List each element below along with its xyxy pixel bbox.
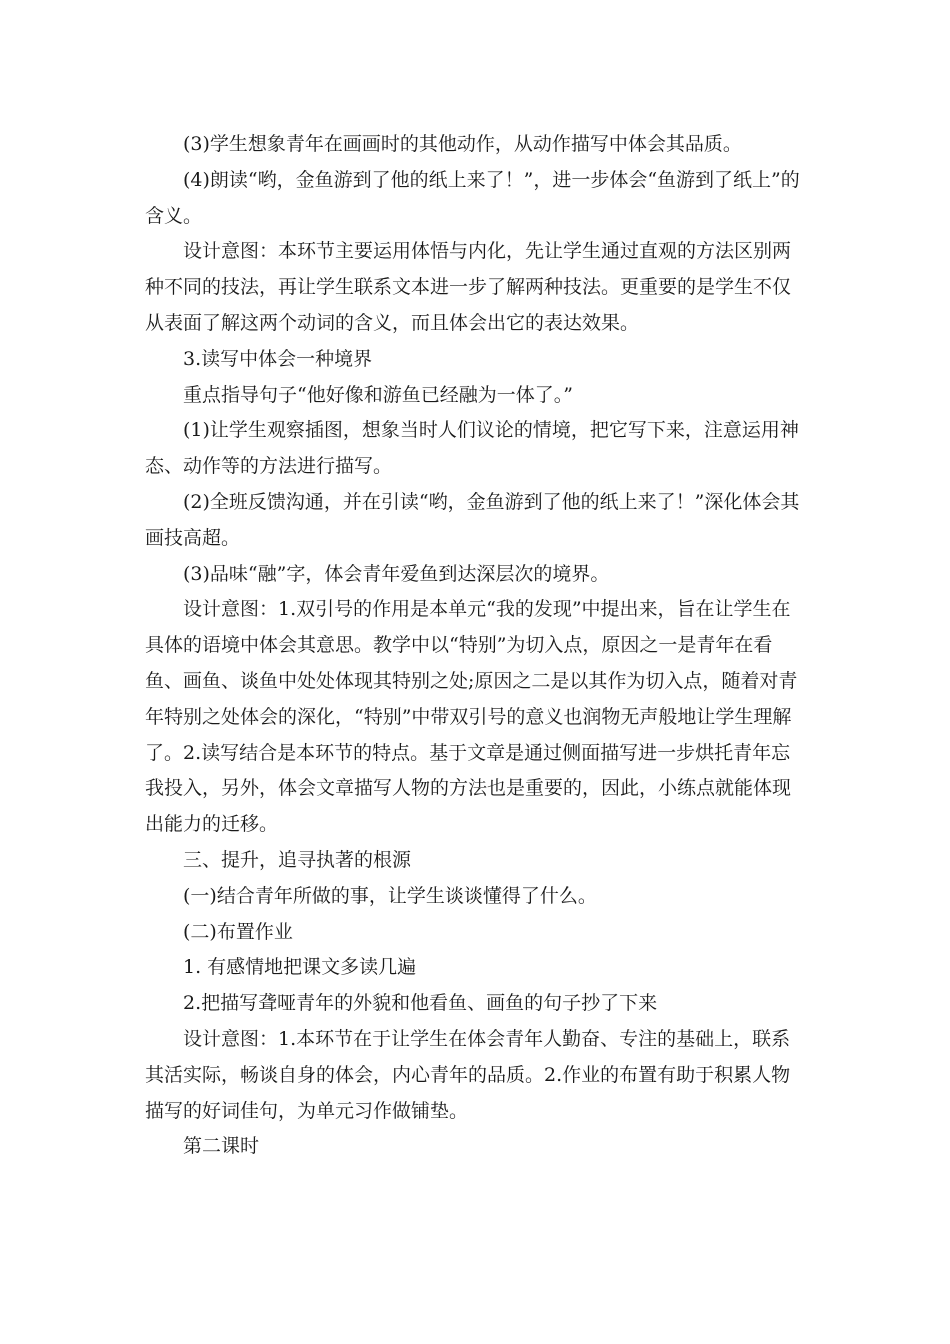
paragraph-homework-1: 1. 有感情地把课文多读几遍 <box>183 956 417 979</box>
paragraph-design-intent-2: 设计意图：1.双引号的作用是本单元“我的发现”中提出来，旨在让学生在具体的语境中体会其意思。教学中以“特别”为切入点，原因之一是青年在看鱼、画鱼、谈鱼中处处体现其特别之处;原因之二是以其作为切入点，随着对青年特别之处体会的深化，“特别”中带双引号的意义也润物无声般地让学生理解了。2.读写结合是本环节的特点。基于文章是通过侧面描写进一步烘托青年忘我投入，另外，体会文章描写人物的方法也是重要的，因此，小练点就能体现出能力的迁移。 <box>145 598 798 836</box>
paragraph-part-3-heading: 三、提升，追寻执著的根源 <box>183 848 412 871</box>
paragraph-discussion: (一)结合青年所做的事，让学生谈谈懂得了什么。 <box>183 884 597 907</box>
paragraph-design-intent-3: 设计意图：1.本环节在于让学生在体会青年人勤奋、专注的基础上，联系其活实际，畅谈自身的体会，内心青年的品质。2.作业的布置有助于积累人物描写的好词佳句，为单元习作做铺垫。 <box>145 1027 791 1122</box>
document-body <box>145 127 805 1165</box>
paragraph-design-intent-1: 设计意图：本环节主要运用体悟与内化，先让学生通过直观的方法区别两种不同的技法，再让学生联系文本进一步了解两种技法。更重要的是学生不仅从表面了解这两个动词的含义，而且体会出它的表达效果。 <box>145 240 792 334</box>
paragraph-section-3-heading: 3.读写中体会一种境界 <box>183 347 373 370</box>
paragraph-step-4: (4)朗读“哟，金鱼游到了他的纸上来了！”，进一步体会“鱼游到了纸上”的含义。 <box>145 168 800 227</box>
paragraph-step-3: (3)学生想象青年在画画时的其他动作，从动作描写中体会其品质。 <box>183 133 742 155</box>
paragraph-class-feedback: (2)全班反馈沟通，并在引读“哟，金鱼游到了他的纸上来了！”深化体会其画技高超。 <box>145 490 800 549</box>
paragraph-observe-illustration: (1)让学生观察插图，想象当时人们议论的情境，把它写下来，注意运用神态、动作等的方法进行描写。 <box>145 419 799 478</box>
paragraph-homework-2: 2.把描写聋哑青年的外貌和他看鱼、画鱼的句子抄了下来 <box>183 992 658 1015</box>
paragraph-homework-heading: (二)布置作业 <box>183 920 293 943</box>
paragraph-key-sentence: 重点指导句子“他好像和游鱼已经融为一体了。” <box>183 383 573 406</box>
paragraph-savor-word: (3)品味“融”字，体会青年爱鱼到达深层次的境界。 <box>183 562 610 585</box>
paragraph-second-lesson: 第二课时 <box>183 1135 260 1158</box>
